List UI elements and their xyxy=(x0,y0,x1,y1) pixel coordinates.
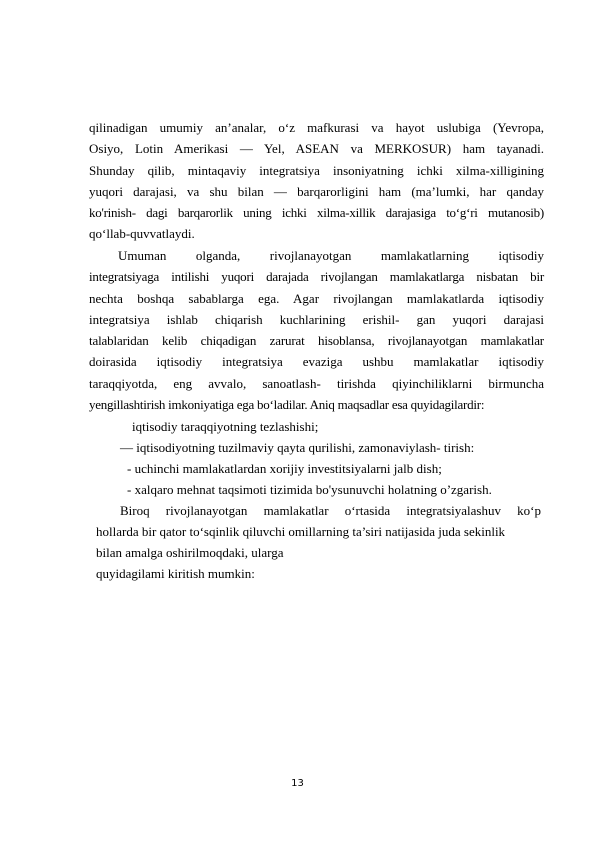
text-line: Shunday qilib, mintaqaviy integratsiya insoniyatning ichki xilma-xilligining xyxy=(89,162,544,178)
word: rivojlanayotgan xyxy=(165,503,248,518)
text-line: qilinadigan umumiy an’analar, o‘z mafkurasi va hayot uslubiga (Yevropa, xyxy=(89,120,544,135)
word: mamlakatlar xyxy=(263,503,329,518)
text-line: taraqqiyotda, eng avvalo, sanoatlash- tirishda qiyinchiliklarni birmuncha xyxy=(89,375,544,391)
text-line: bilan amalga oshirilmoqdaki, ularga xyxy=(96,545,284,560)
text-line: qo‘llab-quvvatlaydi. xyxy=(89,226,195,242)
paragraph-3-first-line xyxy=(120,500,541,521)
list-item: — iqtisodiyotning tuzilmaviy qayta qurilishi, zamonaviylash- tirish: xyxy=(120,440,475,455)
word: o‘rtasida xyxy=(344,503,391,518)
list-item: - uchinchi mamlakatlardan xorijiy investitsiyalarni jalb dish; xyxy=(127,461,442,476)
text-line: integratsiya ishlab chiqarish kuchlarining erishil- gan yuqori darajasi xyxy=(89,311,544,327)
text-line: Osiyo, Lotin Amerikasi — Yel, ASEAN va MERKOSUR) ham tayanadi. xyxy=(89,141,544,157)
paragraph-1 xyxy=(89,117,544,245)
text-line: quyidagilami kiritish mumkin: xyxy=(96,566,255,581)
word: integratsiyalashuv xyxy=(406,503,501,518)
list-item: iqtisodiy taraqqiyotning tezlashishi; xyxy=(132,419,319,434)
text-line: ko'rinish- dagi barqarorlik uning ichki xilma-xillik darajasiga to‘g‘ri mutanosib) xyxy=(89,205,544,221)
text-line: doirasida iqtisodiy integratsiya evaziga ushbu mamlakatlar iqtisodiy xyxy=(89,354,544,370)
word: ko‘p xyxy=(517,503,541,518)
text-line: talablaridan kelib chiqadigan zarurat hisoblansa, rivojlanayotgan mamlakatlar xyxy=(89,333,544,349)
text-line: integratsiyaga intilishi yuqori darajada rivojlangan mamlakatlarga nisbatan bir xyxy=(89,269,544,285)
text-line: nechta boshqa sabablarga ega. Agar rivojlangan mamlakatlarda iqtisodiy xyxy=(89,290,544,306)
page-number: 13 xyxy=(291,778,304,789)
text-line: yuqori darajasi, va shu bilan — barqarorligini ham (ma’lumki, har qanday xyxy=(89,183,544,199)
paragraph-2 xyxy=(89,245,544,415)
text-line: yengillashtirish imkoniyatiga ega bo‘ladilar. Aniq maqsadlar esa quyidagilardir: xyxy=(89,397,485,413)
text-line: Umuman olganda, rivojlanayotgan mamlakatlarning iqtisodiy xyxy=(118,248,544,263)
word: Biroq xyxy=(120,503,150,518)
list-item: - xalqaro mehnat taqsimoti tizimida bo'ysunuvchi holatning o’zgarish. xyxy=(127,482,492,497)
text-line: hollarda bir qator to‘sqinlik qiluvchi omillarning ta’siri natijasida juda sekinlik xyxy=(96,524,506,539)
